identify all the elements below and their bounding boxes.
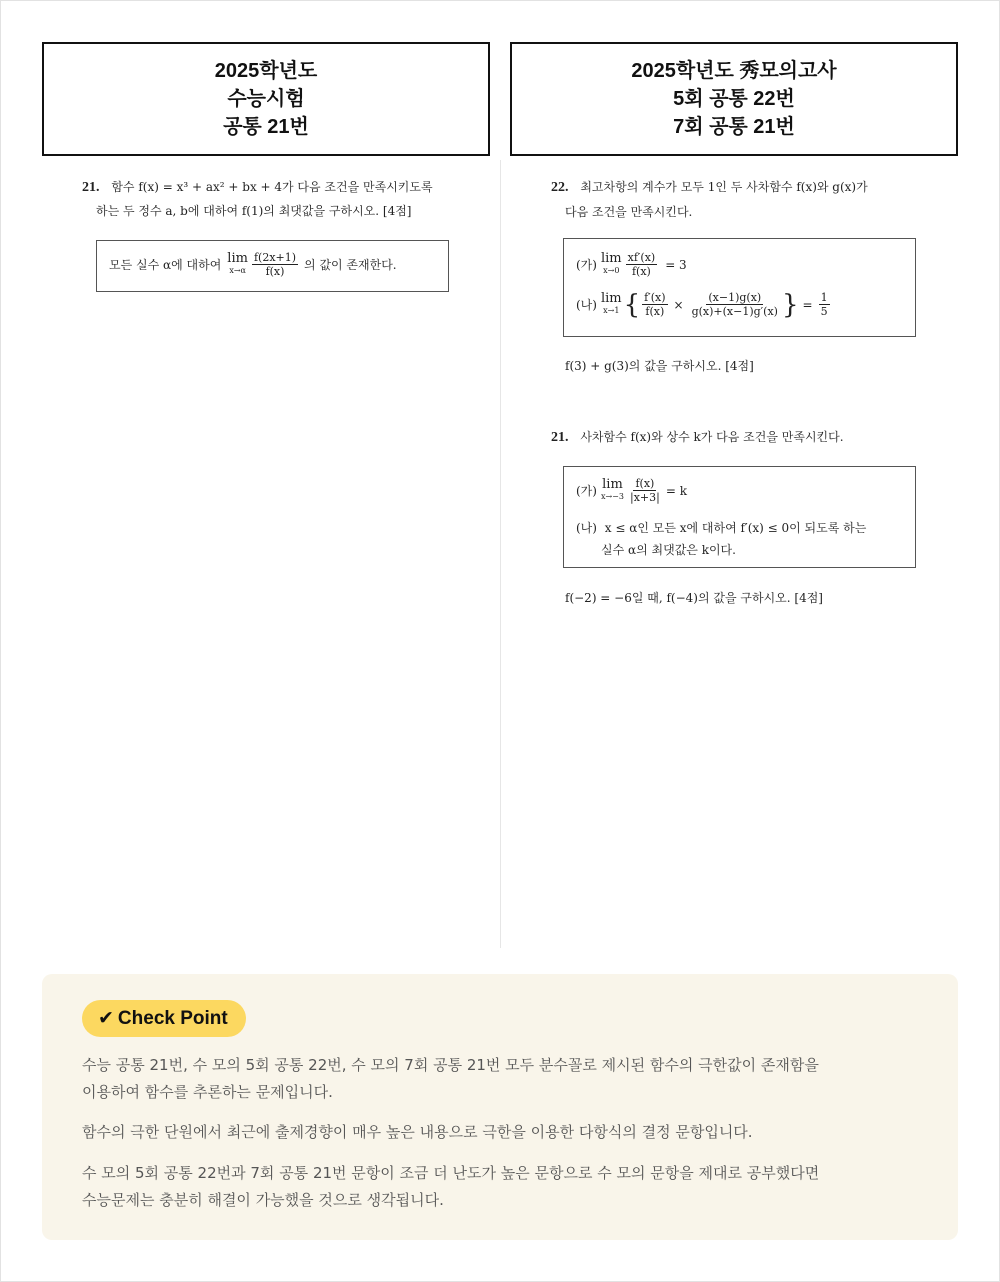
left-condition-fraction xyxy=(252,251,298,278)
left-condition-box xyxy=(96,240,449,292)
left-problem-text-1: 함수 f(x) = x³ + ax² + bx + 4가 다음 조건을 만족시키도록 xyxy=(111,180,433,194)
right-header-line-2: 5회 공통 22번 xyxy=(673,88,795,110)
cp-para1-line1: 수능 공통 21번, 수 모의 5회 공통 22번, 수 모의 7회 공통 21번 모두 분수꼴로 제시된 함수의 극한값이 존재함을 xyxy=(82,1056,819,1074)
cp-para3-line1: 수 모의 5회 공통 22번과 7회 공통 21번 문항이 조금 더 난도가 높은 문항으로 수 모의 문항을 제대로 공부했다면 xyxy=(82,1164,820,1182)
p22-na-lim: lim xyxy=(600,290,622,306)
p21-ga-label: (가) xyxy=(576,484,597,498)
right-problem22-number: 22. xyxy=(551,180,569,195)
right-header-line-1: 2025학년도 秀모의고사 xyxy=(631,60,837,82)
left-lim-sub: x→α xyxy=(229,265,246,275)
p21-condition-ga xyxy=(576,477,687,504)
p21-ga-num: f(x) xyxy=(635,477,655,490)
left-problem-number: 21. xyxy=(82,180,100,195)
p22-na-num2: (x−1)g(x) xyxy=(708,291,762,304)
p22-na-den2: g(x)+(x−1)g′(x) xyxy=(691,305,778,318)
p22-condition-na xyxy=(576,291,832,318)
p21-ga-rhs: = k xyxy=(665,483,687,498)
left-lim-text: lim xyxy=(227,250,248,266)
right-problem22-condition-box xyxy=(563,238,916,337)
p22-na-fraction-1 xyxy=(642,291,667,318)
left-header-line-1: 2025학년도 xyxy=(214,60,318,82)
p22-na-rhs-num: 1 xyxy=(820,291,828,304)
right-problem22-text-1: 최고차항의 계수가 모두 1인 두 사차함수 f(x)와 g(x)가 xyxy=(580,180,868,194)
cp-para3-line2: 수능문제는 충분히 해결이 가능했을 것으로 생각됩니다. xyxy=(82,1191,444,1209)
p22-na-den1: f(x) xyxy=(645,305,665,318)
p22-ga-label: (가) xyxy=(576,258,597,272)
right-problem22-line-1 xyxy=(551,178,868,196)
p21-na-label: (나) xyxy=(576,521,597,535)
p21-na-line-1: x ≤ α인 모든 x에 대하여 f′(x) ≤ 0이 되도록 하는 xyxy=(604,521,867,535)
right-header-line-3: 7회 공통 21번 xyxy=(673,116,795,138)
right-problem22-text-2: 다음 조건을 만족시킨다. xyxy=(565,205,693,219)
p21-ga-limit xyxy=(600,476,624,503)
p21-ga-fraction xyxy=(628,477,662,504)
check-point-paragraph-3 xyxy=(82,1160,912,1214)
p21-condition-na xyxy=(576,519,866,536)
p22-na-label: (나) xyxy=(576,298,597,312)
p22-left-brace: { xyxy=(623,289,641,320)
p22-na-sub: x→1 xyxy=(603,305,620,315)
check-point-paragraph-1 xyxy=(82,1052,912,1106)
p22-na-num1: f′(x) xyxy=(644,291,666,304)
check-point-paragraph-2: 함수의 극한 단원에서 최근에 출제경향이 매우 높은 내용으로 극한을 이용한 다항식의 결정 문항입니다. xyxy=(82,1123,753,1141)
left-condition-prefix: 모든 실수 α에 대하여 xyxy=(109,258,222,272)
left-problem-line-1 xyxy=(82,178,433,196)
p22-ga-num: xf′(x) xyxy=(627,251,656,264)
left-condition-suffix: 의 값이 존재한다. xyxy=(304,258,397,272)
p22-na-rhs-den: 5 xyxy=(820,305,828,318)
p22-ga-fraction xyxy=(626,251,658,278)
p21-na-line-2: 실수 α의 최댓값은 k이다. xyxy=(601,543,736,557)
p22-na-fraction-2 xyxy=(690,291,780,318)
check-point-panel xyxy=(42,974,958,1240)
check-icon: ✔ xyxy=(98,1008,114,1029)
left-header-line-2: 수능시험 xyxy=(227,88,305,110)
check-point-badge xyxy=(82,1000,246,1037)
p21-ga-den: |x+3| xyxy=(629,491,660,504)
p22-right-brace: } xyxy=(781,289,799,320)
p22-na-rhs-fraction xyxy=(819,291,830,318)
right-problem22-question: f(3) + g(3)의 값을 구하시오. [4점] xyxy=(565,359,754,373)
right-problem21-number: 21. xyxy=(551,430,569,445)
p22-ga-sub: x→0 xyxy=(603,265,620,275)
left-frac-den: f(x) xyxy=(265,265,285,278)
p22-na-eq: = xyxy=(802,297,813,312)
left-header-box xyxy=(42,42,490,156)
column-divider xyxy=(500,160,501,948)
p22-condition-ga xyxy=(576,251,687,278)
p22-ga-rhs: = 3 xyxy=(665,257,687,272)
left-header-line-3: 공통 21번 xyxy=(223,116,309,138)
p22-na-limit xyxy=(600,290,622,317)
p22-na-times: × xyxy=(673,297,684,312)
right-problem21-line-1 xyxy=(551,428,844,446)
p22-ga-lim: lim xyxy=(600,250,622,266)
left-frac-num: f(2x+1) xyxy=(253,251,297,264)
right-problem21-question: f(−2) = −6일 때, f(−4)의 값을 구하시오. [4점] xyxy=(565,591,823,605)
cp-para1-line2: 이용하여 함수를 추론하는 문제입니다. xyxy=(82,1083,333,1101)
right-header-box xyxy=(510,42,958,156)
p21-ga-lim: lim xyxy=(602,476,623,492)
right-problem21-text-1: 사차함수 f(x)와 상수 k가 다음 조건을 만족시킨다. xyxy=(580,430,844,444)
check-point-title: Check Point xyxy=(117,1007,228,1029)
left-problem-text-2: 하는 두 정수 a, b에 대하여 f(1)의 최댓값을 구하시오. [4점] xyxy=(96,204,412,218)
right-problem21-condition-box xyxy=(563,466,916,568)
left-condition-limit xyxy=(227,250,248,277)
p22-ga-den: f(x) xyxy=(631,265,651,278)
p21-ga-sub: x→−3 xyxy=(600,491,624,501)
p22-ga-limit xyxy=(600,250,622,277)
